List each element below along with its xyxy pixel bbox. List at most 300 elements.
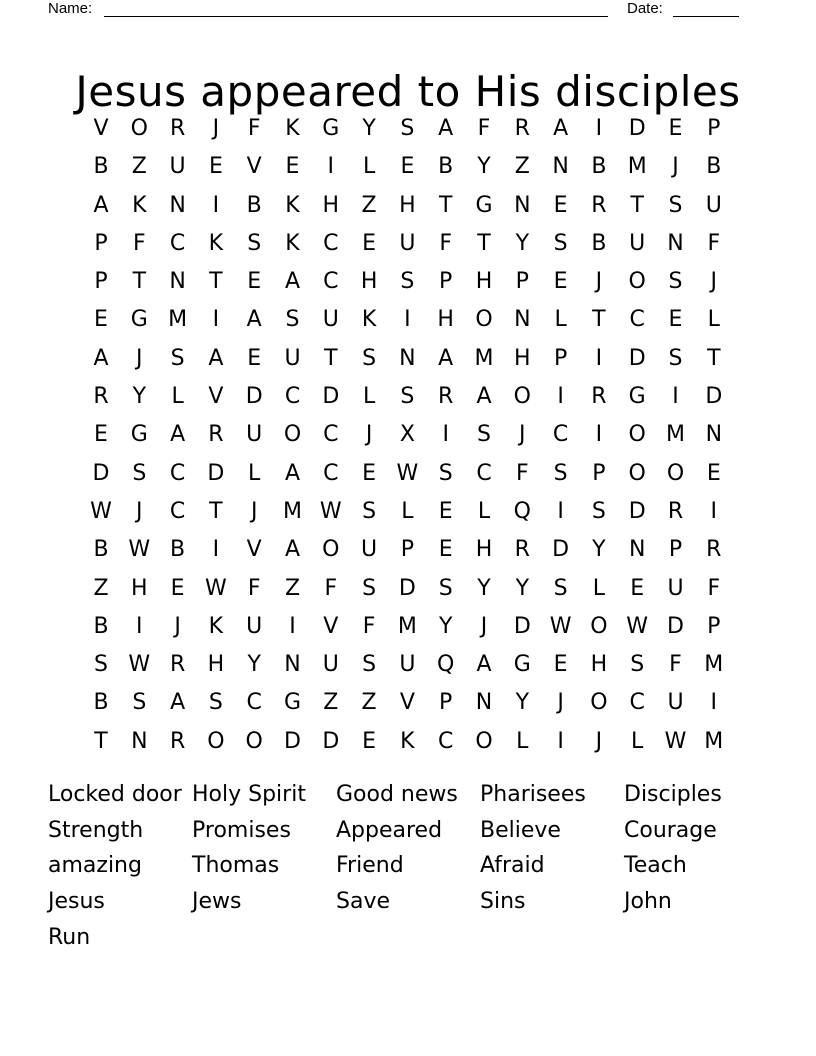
grid-letter[interactable]: T <box>209 269 223 295</box>
grid-letter[interactable]: F <box>707 575 721 601</box>
grid-letter[interactable]: N <box>552 154 569 180</box>
grid-letter[interactable]: Z <box>323 690 339 716</box>
grid-letter[interactable]: R <box>514 537 530 563</box>
grid-letter[interactable]: O <box>628 422 646 448</box>
grid-letter[interactable]: G <box>130 422 148 448</box>
grid-letter[interactable]: K <box>361 307 377 333</box>
grid-letter[interactable]: O <box>322 537 340 563</box>
grid-letter[interactable]: K <box>132 192 147 218</box>
grid-letter[interactable]: O <box>245 728 263 754</box>
grid-letter[interactable]: E <box>362 230 377 256</box>
grid-letter[interactable]: S <box>362 575 377 601</box>
grid-letter[interactable]: H <box>207 652 225 678</box>
grid-letter[interactable]: I <box>212 537 220 563</box>
grid-letter[interactable]: S <box>94 652 108 678</box>
grid-letter[interactable]: H <box>360 269 378 295</box>
grid-letter[interactable]: A <box>284 537 301 563</box>
word-list-item: Save <box>336 889 391 915</box>
grid-letter[interactable]: U <box>246 422 263 448</box>
grid-letter[interactable]: A <box>438 345 454 371</box>
grid-letter[interactable]: E <box>208 154 223 180</box>
grid-letter[interactable]: P <box>94 230 108 256</box>
grid-letter[interactable]: Z <box>361 192 377 218</box>
grid-letter[interactable]: A <box>208 345 224 371</box>
grid-letter[interactable]: R <box>706 537 722 563</box>
grid-letter[interactable]: E <box>170 575 185 601</box>
grid-letter[interactable]: T <box>477 230 491 256</box>
grid-letter[interactable]: Y <box>477 154 491 180</box>
grid-letter[interactable]: S <box>438 460 453 486</box>
grid-letter[interactable]: D <box>667 613 684 639</box>
grid-letter[interactable]: F <box>515 460 529 486</box>
grid-letter[interactable]: S <box>438 575 453 601</box>
grid-letter[interactable]: L <box>707 307 720 333</box>
grid-letter[interactable]: O <box>475 307 493 333</box>
grid-letter[interactable]: P <box>439 690 453 716</box>
grid-letter[interactable]: B <box>93 154 109 180</box>
grid-letter[interactable]: X <box>399 422 415 448</box>
grid-letter[interactable]: B <box>438 154 454 180</box>
grid-letter[interactable]: E <box>247 269 262 295</box>
grid-letter[interactable]: O <box>590 613 608 639</box>
grid-letter[interactable]: D <box>322 728 340 754</box>
grid-letter[interactable]: S <box>208 690 223 716</box>
grid-letter[interactable]: C <box>323 230 339 256</box>
grid-letter[interactable]: R <box>591 192 607 218</box>
grid-letter[interactable]: D <box>705 384 723 410</box>
grid-letter[interactable]: R <box>667 498 684 524</box>
grid-letter[interactable]: I <box>442 422 449 448</box>
grid-letter[interactable]: I <box>672 384 679 410</box>
grid-letter[interactable]: C <box>629 307 645 333</box>
grid-letter[interactable]: Z <box>131 154 147 180</box>
grid-letter[interactable]: G <box>475 192 493 218</box>
grid-letter[interactable]: S <box>362 345 377 371</box>
grid-letter[interactable]: T <box>630 192 644 218</box>
grid-letter[interactable]: Q <box>437 652 455 678</box>
grid-letter[interactable]: S <box>553 230 568 256</box>
grid-letter[interactable]: W <box>549 613 572 639</box>
grid-letter[interactable]: J <box>710 269 718 295</box>
grid-letter[interactable]: N <box>169 269 186 295</box>
grid-letter[interactable]: R <box>169 116 186 141</box>
grid-letter[interactable]: C <box>169 230 186 256</box>
grid-letter[interactable]: O <box>475 728 493 754</box>
grid-letter[interactable]: D <box>245 384 263 410</box>
grid-letter[interactable]: L <box>477 498 491 524</box>
grid-letter[interactable]: P <box>515 269 529 295</box>
grid-letter[interactable]: U <box>322 652 339 678</box>
grid-letter[interactable]: J <box>174 613 181 639</box>
grid-letter[interactable]: J <box>595 728 603 754</box>
grid-letter[interactable]: B <box>246 192 262 218</box>
grid-row <box>82 684 734 722</box>
grid-letter[interactable]: D <box>628 498 646 524</box>
grid-letter[interactable]: D <box>628 345 646 371</box>
grid-letter[interactable]: S <box>591 498 606 524</box>
grid-letter[interactable]: O <box>666 460 685 486</box>
grid-letter[interactable]: D <box>628 116 646 141</box>
grid-letter[interactable]: P <box>707 116 721 141</box>
grid-letter[interactable]: G <box>322 116 340 141</box>
grid-letter[interactable]: S <box>362 498 377 524</box>
grid-letter[interactable]: J <box>365 422 373 448</box>
grid-letter[interactable]: I <box>212 192 220 218</box>
grid-letter[interactable]: N <box>514 192 531 218</box>
grid-letter[interactable]: U <box>667 690 684 716</box>
grid-letter[interactable]: S <box>553 575 568 601</box>
grid-letter[interactable]: E <box>668 307 683 333</box>
grid-letter[interactable]: H <box>514 345 531 371</box>
grid-letter[interactable]: S <box>170 345 185 371</box>
grid-letter[interactable]: A <box>246 307 262 333</box>
grid-letter[interactable]: O <box>513 384 531 410</box>
grid-letter[interactable]: S <box>132 460 147 486</box>
grid-letter[interactable]: S <box>247 230 262 256</box>
grid-letter[interactable]: C <box>476 460 492 486</box>
grid-letter[interactable]: L <box>362 384 376 410</box>
grid-letter[interactable]: M <box>704 728 724 754</box>
grid-letter[interactable]: T <box>132 269 147 295</box>
grid-letter[interactable]: O <box>590 690 608 716</box>
grid-letter[interactable]: P <box>707 613 721 639</box>
grid-letter[interactable]: U <box>246 613 263 639</box>
grid-letter[interactable]: F <box>477 116 491 141</box>
grid-letter[interactable]: B <box>93 537 109 563</box>
grid-letter[interactable]: F <box>707 230 721 256</box>
grid-letter[interactable]: Y <box>362 116 376 141</box>
grid-letter[interactable]: J <box>136 498 143 524</box>
grid-letter[interactable]: D <box>284 728 301 754</box>
grid-letter[interactable]: A <box>93 345 109 371</box>
grid-letter[interactable]: H <box>475 537 493 563</box>
grid-letter[interactable]: V <box>246 537 262 563</box>
grid-letter[interactable]: E <box>94 307 108 333</box>
grid-letter[interactable]: J <box>519 422 526 448</box>
grid-letter[interactable]: N <box>399 345 416 371</box>
grid-letter[interactable]: H <box>399 192 416 218</box>
grid-letter[interactable]: N <box>169 192 186 218</box>
grid-letter[interactable]: R <box>514 116 530 141</box>
grid-letter[interactable]: U <box>284 345 301 371</box>
grid-letter[interactable]: W <box>396 460 419 486</box>
grid-letter[interactable]: Z <box>284 575 301 601</box>
grid-letter[interactable]: M <box>397 613 417 639</box>
grid-letter[interactable]: N <box>475 690 493 716</box>
grid-letter[interactable]: O <box>283 422 302 448</box>
grid-letter[interactable]: G <box>130 307 148 333</box>
grid-letter[interactable]: Y <box>515 690 530 716</box>
grid-letter[interactable]: S <box>132 690 147 716</box>
grid-letter[interactable]: F <box>132 230 146 256</box>
grid-letter[interactable]: B <box>93 613 109 639</box>
grid-letter[interactable]: W <box>626 613 649 639</box>
grid-letter[interactable]: A <box>284 460 301 486</box>
grid-row <box>82 225 734 263</box>
grid-letter[interactable]: S <box>400 384 415 410</box>
grid-letter[interactable]: D <box>92 460 110 486</box>
grid-letter[interactable]: J <box>557 690 564 716</box>
grid-letter[interactable]: R <box>591 384 607 410</box>
grid-letter[interactable]: I <box>136 613 143 639</box>
grid-letter[interactable]: E <box>630 575 645 601</box>
grid-letter[interactable]: L <box>248 460 261 486</box>
grid-letter[interactable]: T <box>438 192 453 218</box>
grid-letter[interactable]: I <box>557 728 564 754</box>
grid-letter[interactable]: Y <box>515 230 530 256</box>
grid-letter[interactable]: G <box>513 652 531 678</box>
grid-letter[interactable]: U <box>169 154 186 180</box>
grid-letter[interactable]: B <box>591 230 607 256</box>
grid-letter[interactable]: N <box>667 230 684 256</box>
grid-letter[interactable]: U <box>322 307 339 333</box>
grid-letter[interactable]: I <box>327 154 335 180</box>
grid-letter[interactable]: W <box>319 498 342 524</box>
grid-letter[interactable]: B <box>706 154 722 180</box>
grid-letter[interactable]: S <box>362 652 377 678</box>
grid-letter[interactable]: G <box>283 690 302 716</box>
grid-letter[interactable]: A <box>553 116 569 141</box>
grid-letter[interactable]: C <box>246 690 262 716</box>
grid-letter[interactable]: K <box>285 230 300 256</box>
grid-letter[interactable]: A <box>438 116 454 141</box>
grid-letter[interactable]: L <box>171 384 184 410</box>
grid-letter[interactable]: S <box>553 460 568 486</box>
word-list-item: Jews <box>192 889 242 915</box>
grid-letter[interactable]: P <box>94 269 108 295</box>
grid-letter[interactable]: A <box>284 269 301 295</box>
grid-letter[interactable]: D <box>398 575 416 601</box>
grid-letter[interactable]: E <box>553 652 568 678</box>
grid-letter[interactable]: R <box>438 384 454 410</box>
grid-letter[interactable]: P <box>592 460 606 486</box>
grid-letter[interactable]: V <box>208 384 224 410</box>
grid-letter[interactable]: J <box>212 116 220 141</box>
grid-letter[interactable]: U <box>705 192 722 218</box>
grid-letter[interactable]: M <box>474 345 494 371</box>
grid-letter[interactable]: V <box>246 154 262 180</box>
grid-letter[interactable]: L <box>516 728 529 754</box>
grid-letter[interactable]: F <box>362 613 376 639</box>
grid-letter[interactable]: H <box>590 652 608 678</box>
grid-letter[interactable]: I <box>404 307 411 333</box>
grid-letter[interactable]: J <box>136 345 143 371</box>
grid-letter[interactable]: P <box>553 345 568 371</box>
grid-letter[interactable]: E <box>247 345 262 371</box>
grid-letter[interactable]: E <box>668 116 683 141</box>
grid-letter[interactable]: T <box>209 498 223 524</box>
grid-letter[interactable]: E <box>438 498 453 524</box>
grid-letter[interactable]: S <box>400 269 415 295</box>
grid-letter[interactable]: R <box>169 728 186 754</box>
grid-letter[interactable]: E <box>94 422 108 448</box>
grid-letter[interactable]: D <box>207 460 225 486</box>
grid-letter[interactable]: H <box>475 269 493 295</box>
grid-letter[interactable]: F <box>247 575 261 601</box>
grid-letter[interactable]: A <box>170 690 186 716</box>
grid-letter[interactable]: Y <box>438 613 453 639</box>
grid-letter[interactable]: W <box>128 537 151 563</box>
grid-letter[interactable]: E <box>285 154 300 180</box>
grid-letter[interactable]: N <box>705 422 723 448</box>
grid-letter[interactable]: S <box>668 192 683 218</box>
grid-letter[interactable]: H <box>437 307 454 333</box>
grid-letter[interactable]: E <box>553 192 568 218</box>
grid-letter[interactable]: D <box>552 537 570 563</box>
grid-letter[interactable]: N <box>514 307 531 333</box>
grid-letter[interactable]: M <box>283 498 302 524</box>
grid-letter[interactable]: U <box>667 575 684 601</box>
grid-letter[interactable]: Q <box>513 498 531 524</box>
grid-letter[interactable]: L <box>631 728 644 754</box>
grid-letter[interactable]: C <box>629 690 645 716</box>
grid-letter[interactable]: C <box>323 269 339 295</box>
grid-letter[interactable]: O <box>628 460 646 486</box>
name-field[interactable] <box>104 0 608 17</box>
grid-letter[interactable]: K <box>400 728 415 754</box>
grid-letter[interactable]: I <box>710 498 718 524</box>
grid-letter[interactable]: J <box>250 498 258 524</box>
grid-letter[interactable]: K <box>208 613 224 639</box>
grid-letter[interactable]: N <box>628 537 646 563</box>
grid-letter[interactable]: W <box>90 498 112 524</box>
grid-letter[interactable]: Y <box>247 652 261 678</box>
grid-letter[interactable]: K <box>208 230 224 256</box>
grid-letter[interactable]: R <box>93 384 109 410</box>
grid-letter[interactable]: D <box>513 613 531 639</box>
grid-letter[interactable]: Z <box>93 575 109 601</box>
grid-letter[interactable]: P <box>400 537 415 563</box>
grid-letter[interactable]: C <box>323 460 339 486</box>
grid-row <box>82 570 734 608</box>
grid-letter[interactable]: N <box>284 652 301 678</box>
grid-letter[interactable]: I <box>595 345 603 371</box>
grid-letter[interactable]: S <box>400 116 415 141</box>
grid-letter[interactable]: A <box>93 192 109 218</box>
grid-letter[interactable]: Z <box>514 154 530 180</box>
grid-letter[interactable]: U <box>399 230 416 256</box>
grid-letter[interactable]: M <box>666 422 685 448</box>
word-list-item: Locked door <box>48 782 182 807</box>
grid-letter[interactable]: C <box>438 728 454 754</box>
grid-letter[interactable]: D <box>322 384 340 410</box>
grid-letter[interactable]: E <box>362 728 377 754</box>
grid-letter[interactable]: I <box>595 422 603 448</box>
grid-letter[interactable]: N <box>131 728 148 754</box>
grid-letter[interactable]: I <box>557 498 564 524</box>
grid-letter[interactable]: J <box>480 613 488 639</box>
grid-letter[interactable]: E <box>400 154 415 180</box>
grid-letter[interactable]: Z <box>361 690 377 716</box>
grid-letter[interactable]: K <box>285 116 300 141</box>
grid-letter[interactable]: W <box>128 652 151 678</box>
grid-letter[interactable]: S <box>477 422 491 448</box>
grid-letter[interactable]: C <box>284 384 301 410</box>
grid-letter[interactable]: B <box>93 690 109 716</box>
grid-letter[interactable]: W <box>205 575 227 601</box>
grid-letter[interactable]: T <box>707 345 721 371</box>
grid-letter[interactable]: J <box>672 154 679 180</box>
grid-letter[interactable]: T <box>324 345 338 371</box>
grid-letter[interactable]: S <box>285 307 300 333</box>
grid-letter[interactable]: E <box>438 537 453 563</box>
grid-letter[interactable]: L <box>362 154 376 180</box>
grid-letter[interactable]: O <box>628 269 646 295</box>
grid-letter[interactable]: E <box>553 269 568 295</box>
grid-letter[interactable]: B <box>591 154 607 180</box>
grid-letter[interactable]: C <box>323 422 339 448</box>
grid-letter[interactable]: G <box>628 384 646 410</box>
grid-letter[interactable]: C <box>169 460 186 486</box>
grid-letter[interactable]: V <box>399 690 415 716</box>
grid-letter[interactable]: T <box>94 728 108 754</box>
grid-letter[interactable]: J <box>595 269 603 295</box>
grid-letter[interactable]: Y <box>132 384 147 410</box>
grid-letter[interactable]: V <box>93 116 109 141</box>
grid-letter[interactable]: A <box>170 422 186 448</box>
grid-letter[interactable]: R <box>169 652 186 678</box>
grid-letter[interactable]: S <box>630 652 645 678</box>
word-list-item: Holy Spirit <box>192 782 306 807</box>
grid-letter[interactable]: Y <box>477 575 491 601</box>
grid-letter[interactable]: U <box>361 537 378 563</box>
grid-letter[interactable]: I <box>557 384 564 410</box>
grid-letter[interactable]: P <box>439 269 453 295</box>
grid-letter[interactable]: M <box>168 307 188 333</box>
grid-letter[interactable]: F <box>439 230 453 256</box>
grid-letter[interactable]: E <box>706 460 721 486</box>
grid-letter[interactable]: L <box>554 307 567 333</box>
grid-letter[interactable]: A <box>476 652 492 678</box>
grid-letter[interactable]: W <box>664 728 687 754</box>
grid-letter[interactable]: O <box>207 728 225 754</box>
grid-letter[interactable]: V <box>323 613 339 639</box>
grid-letter[interactable]: Y <box>515 575 530 601</box>
grid-letter[interactable]: I <box>289 613 296 639</box>
date-label: Date: <box>627 0 663 17</box>
grid-letter[interactable]: C <box>169 498 186 524</box>
grid-letter[interactable]: K <box>285 192 300 218</box>
grid-letter[interactable]: H <box>322 192 340 218</box>
grid-letter[interactable]: U <box>399 652 416 678</box>
grid-letter[interactable]: U <box>629 230 646 256</box>
grid-letter[interactable]: M <box>704 652 724 678</box>
grid-letter[interactable]: R <box>208 422 224 448</box>
grid-letter[interactable]: I <box>710 690 718 716</box>
grid-letter[interactable]: F <box>324 575 338 601</box>
grid-letter[interactable]: B <box>170 537 186 563</box>
grid-letter[interactable]: Y <box>592 537 606 563</box>
grid-letter[interactable]: F <box>669 652 682 678</box>
grid-letter[interactable]: P <box>668 537 683 563</box>
grid-letter[interactable]: S <box>668 269 683 295</box>
grid-letter[interactable]: H <box>131 575 148 601</box>
grid-letter[interactable]: S <box>668 345 683 371</box>
grid-letter[interactable]: E <box>362 460 377 486</box>
grid-letter[interactable]: L <box>401 498 414 524</box>
grid-letter[interactable]: T <box>592 307 606 333</box>
date-field[interactable] <box>673 0 739 17</box>
grid-letter[interactable]: A <box>476 384 492 410</box>
grid-letter[interactable]: I <box>212 307 220 333</box>
grid-letter[interactable]: L <box>592 575 606 601</box>
grid-letter[interactable]: M <box>627 154 647 180</box>
word-list-item: Teach <box>624 853 687 879</box>
grid-letter[interactable]: I <box>595 116 603 141</box>
grid-letter[interactable]: F <box>247 116 261 141</box>
grid-letter[interactable]: O <box>130 116 148 141</box>
grid-letter[interactable]: C <box>552 422 569 448</box>
